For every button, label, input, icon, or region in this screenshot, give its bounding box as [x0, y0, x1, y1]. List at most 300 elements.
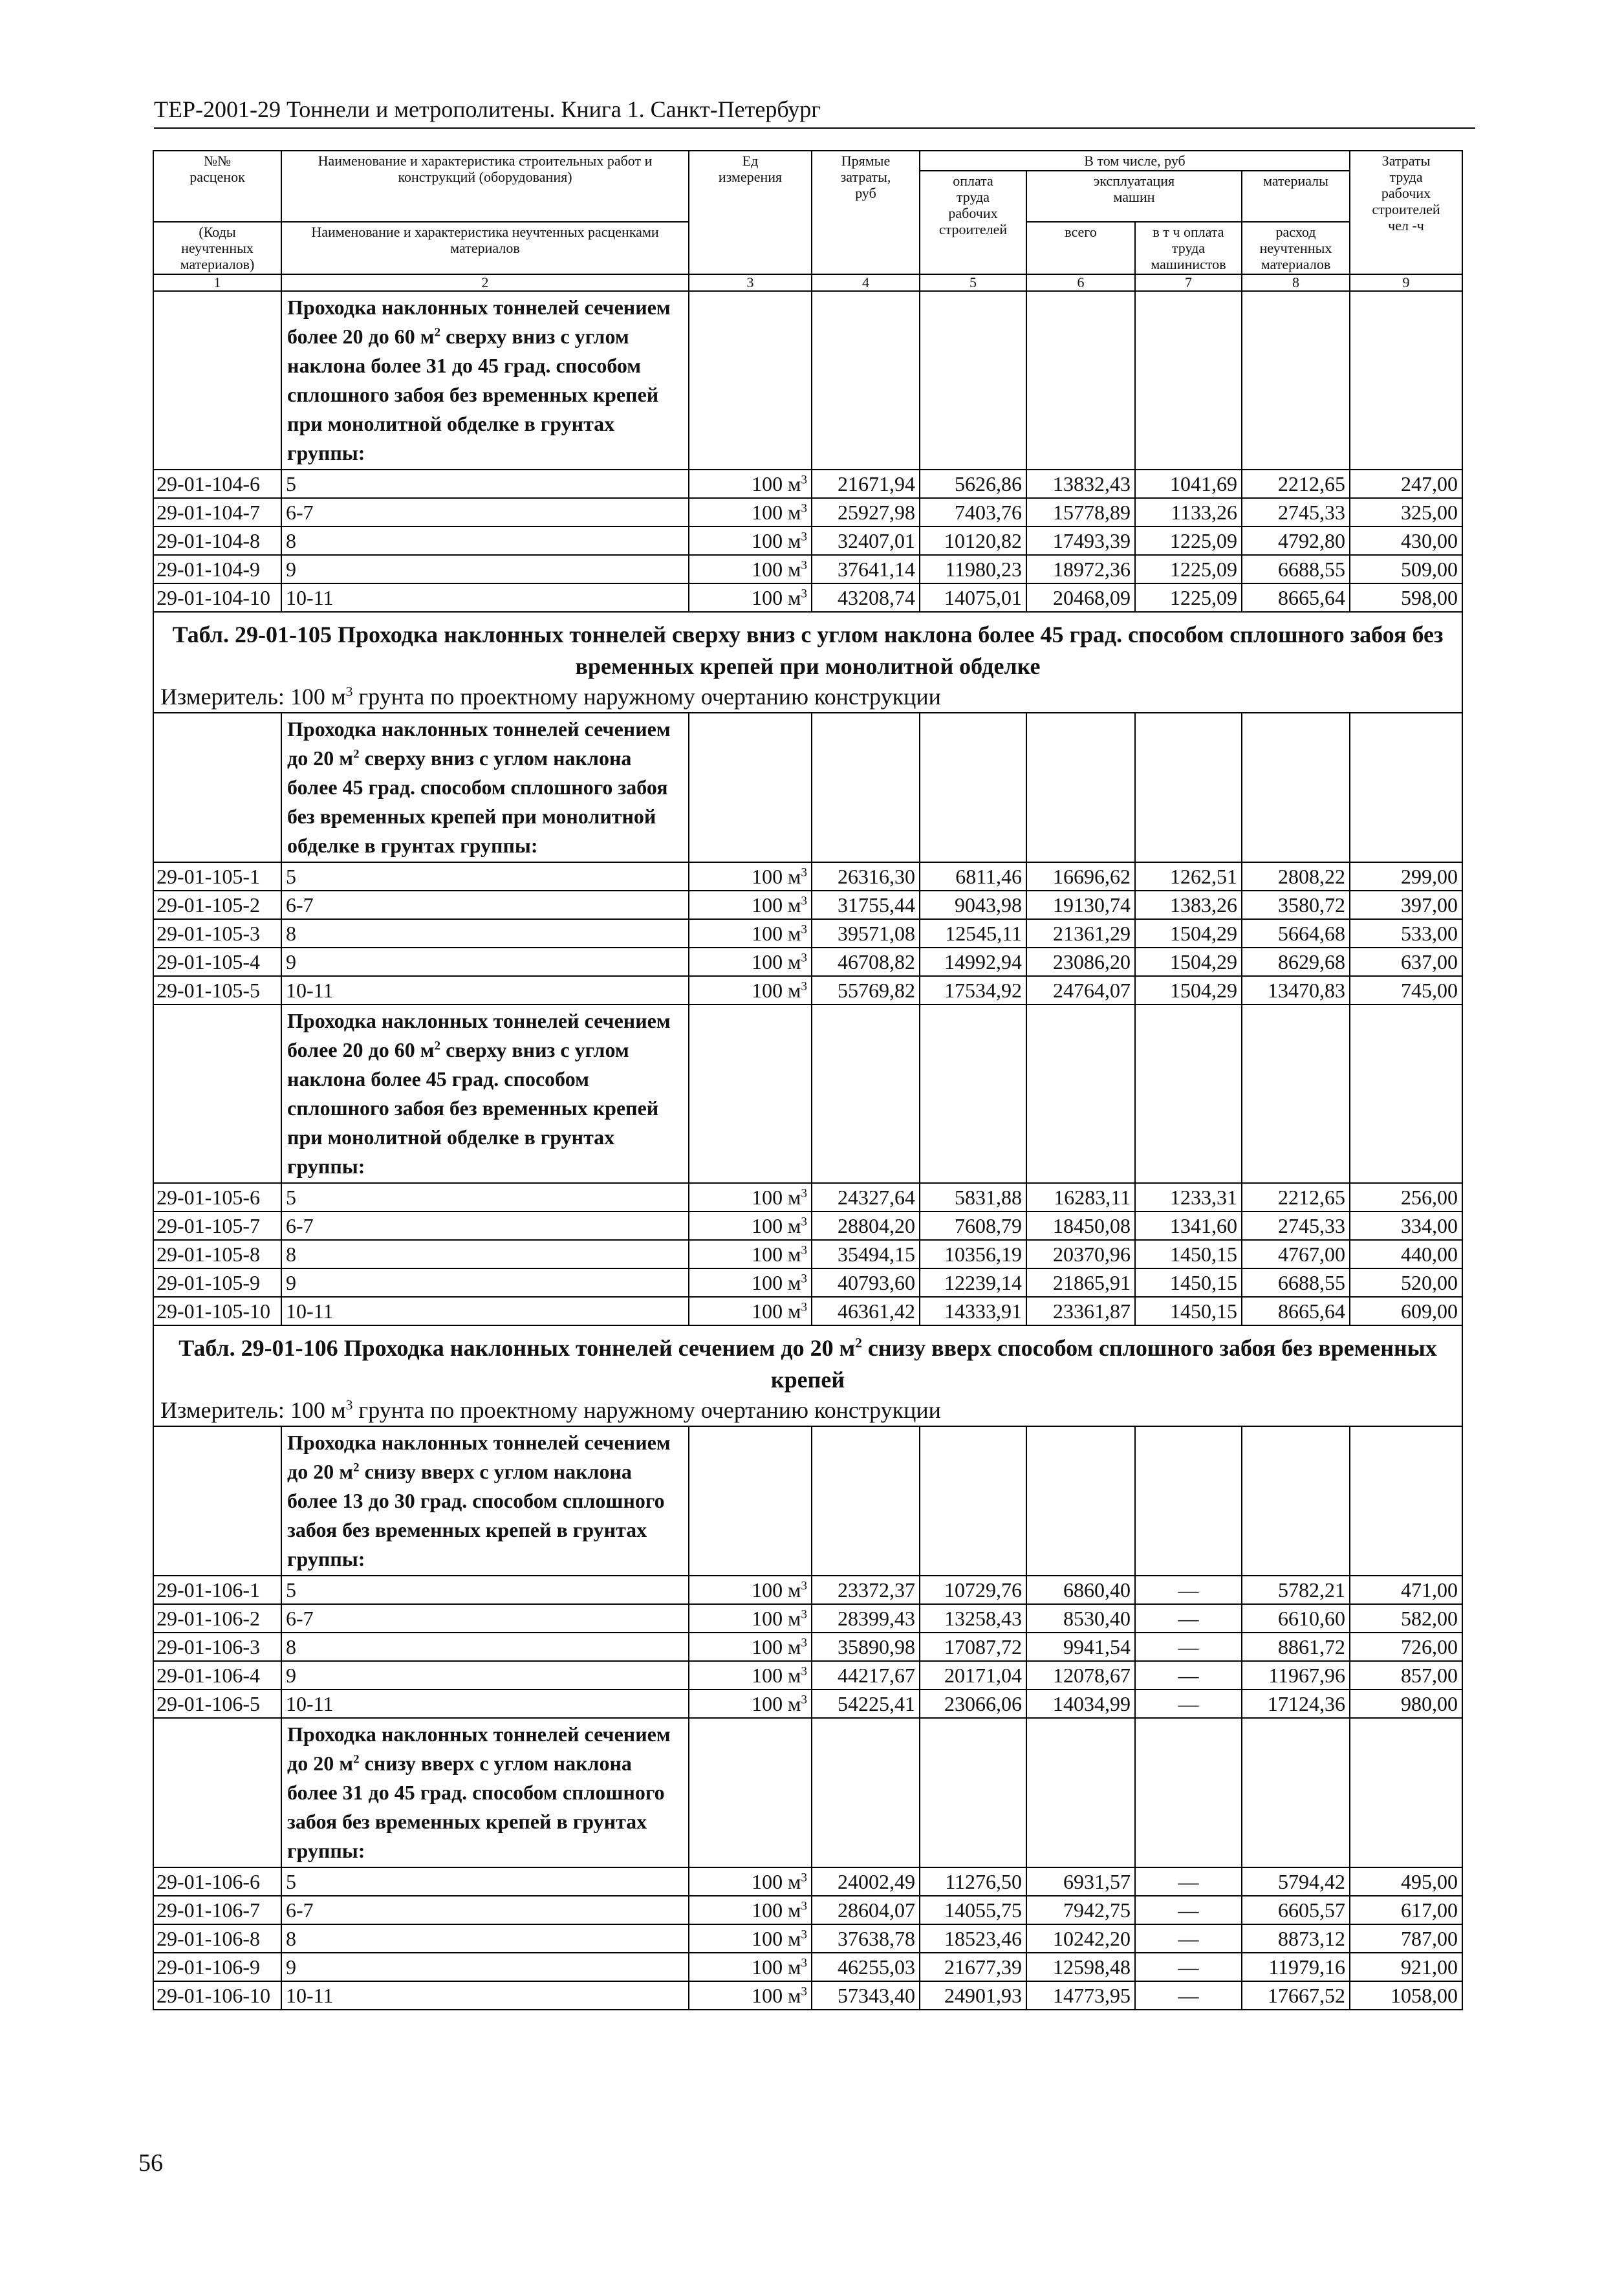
column-number: 7: [1135, 274, 1242, 291]
soil-group: 10-11: [281, 1981, 689, 2010]
value-machinists: 1450,15: [1135, 1240, 1242, 1268]
table-row: [153, 1297, 1462, 1325]
value-labor: 430,00: [1350, 527, 1462, 555]
empty-cell: [1242, 713, 1350, 862]
value-materials: 3580,72: [1242, 891, 1350, 919]
value-direct: 46361,42: [812, 1297, 920, 1325]
value-labor: 598,00: [1350, 583, 1462, 612]
value-machinists: 1233,31: [1135, 1183, 1242, 1212]
rate-code: 29-01-104-6: [153, 470, 281, 498]
soil-group: 5: [281, 1576, 689, 1604]
value-machines: 6860,40: [1026, 1576, 1135, 1604]
value-machinists: 1504,29: [1135, 948, 1242, 976]
superscript: 3: [801, 1579, 807, 1593]
superscript: 3: [801, 1899, 807, 1913]
value-machines: 12598,48: [1026, 1953, 1135, 1981]
col-materials-header: материалы: [1242, 171, 1350, 222]
value-materials: 6610,60: [1242, 1604, 1350, 1633]
value-materials: 17667,52: [1242, 1981, 1350, 2010]
value-machinists: 1504,29: [1135, 919, 1242, 948]
table-row: [153, 1896, 1462, 1924]
value-wages: 14992,94: [920, 948, 1026, 976]
empty-cell: [1242, 1718, 1350, 1867]
unit: 100 $м^3$: [689, 1183, 812, 1212]
value-machines: 19130,74: [1026, 891, 1135, 919]
empty-cell: [1135, 291, 1242, 470]
group-heading: Проходка наклонных тоннелей сечением до 20 $м^2$ снизу вверх с углом наклона более 31 до 45 град. способом сплошного забоя без временных крепей в грунтах группы:: [281, 1718, 689, 1867]
value-direct: 55769,82: [812, 976, 920, 1005]
value-wages: 23066,06: [920, 1690, 1026, 1718]
value-direct: 21671,94: [812, 470, 920, 498]
col-code-sub-header: (Коды неучтенных материалов): [153, 222, 281, 274]
soil-group: 9: [281, 555, 689, 583]
superscript: 3: [801, 1984, 807, 1999]
empty-cell: [153, 1426, 281, 1576]
col-unit-header: Ед измерения: [689, 151, 812, 274]
empty-cell: [920, 1005, 1026, 1183]
col-code-header: №№ расценок: [153, 151, 281, 222]
empty-cell: [689, 1718, 812, 1867]
rate-code: 29-01-104-7: [153, 498, 281, 527]
unit: 100 $м^3$: [689, 1604, 812, 1633]
unit: 100 $м^3$: [689, 583, 812, 612]
unit: 100 $м^3$: [689, 1896, 812, 1924]
value-direct: 24327,64: [812, 1183, 920, 1212]
unit: 100 $м^3$: [689, 1867, 812, 1896]
value-machinists: 1450,15: [1135, 1268, 1242, 1297]
empty-cell: [153, 291, 281, 470]
value-wages: 11980,23: [920, 555, 1026, 583]
empty-cell: [153, 713, 281, 862]
value-materials: 8665,64: [1242, 583, 1350, 612]
superscript: 3: [801, 473, 807, 487]
empty-cell: [1350, 291, 1462, 470]
value-machines: 10242,20: [1026, 1924, 1135, 1953]
empty-cell: [812, 713, 920, 862]
value-materials: 2212,65: [1242, 1183, 1350, 1212]
value-wages: 9043,98: [920, 891, 1026, 919]
value-machines: 23086,20: [1026, 948, 1135, 976]
value-labor: 509,00: [1350, 555, 1462, 583]
superscript: 3: [801, 1693, 807, 1707]
empty-cell: [812, 1005, 920, 1183]
empty-cell: [1026, 1005, 1135, 1183]
rate-code: 29-01-105-8: [153, 1240, 281, 1268]
empty-cell: [812, 1718, 920, 1867]
value-direct: 46255,03: [812, 1953, 920, 1981]
value-wages: 17534,92: [920, 976, 1026, 1005]
value-labor: 1058,00: [1350, 1981, 1462, 2010]
value-labor: 325,00: [1350, 498, 1462, 527]
table-row: [153, 470, 1462, 498]
table-row: [153, 1212, 1462, 1240]
value-direct: 26316,30: [812, 862, 920, 891]
value-machines: 12078,67: [1026, 1661, 1135, 1690]
superscript: 3: [801, 1928, 807, 1942]
value-machines: 16696,62: [1026, 862, 1135, 891]
unit: 100 $м^3$: [689, 498, 812, 527]
superscript: 3: [801, 587, 807, 601]
col-wages-header: оплата труда рабочих строителей: [920, 171, 1026, 274]
col-name-header: Наименование и характеристика строительных работ и конструкций (оборудования): [281, 151, 689, 222]
table-title-row: [153, 612, 1462, 682]
soil-group: 5: [281, 862, 689, 891]
unit: 100 $м^3$: [689, 948, 812, 976]
empty-cell: [689, 291, 812, 470]
col-machines-total-header: всего: [1026, 222, 1135, 274]
value-direct: 39571,08: [812, 919, 920, 948]
col-materials-sub-header: расход неучтенных материалов: [1242, 222, 1350, 274]
rate-code: 29-01-104-8: [153, 527, 281, 555]
empty-cell: [1350, 1718, 1462, 1867]
table-row: [153, 498, 1462, 527]
group-heading-row: [153, 1718, 1462, 1867]
superscript: 3: [801, 951, 807, 965]
table-row: [153, 555, 1462, 583]
soil-group: 6-7: [281, 891, 689, 919]
table-row: [153, 1924, 1462, 1953]
value-direct: 28804,20: [812, 1212, 920, 1240]
unit: 100 $м^3$: [689, 1240, 812, 1268]
value-labor: 582,00: [1350, 1604, 1462, 1633]
value-labor: 617,00: [1350, 1896, 1462, 1924]
value-machines: 18972,36: [1026, 555, 1135, 583]
value-machinists: —: [1135, 1576, 1242, 1604]
value-direct: 28604,07: [812, 1896, 920, 1924]
value-machinists: —: [1135, 1981, 1242, 2010]
soil-group: 6-7: [281, 1212, 689, 1240]
table-row: [153, 891, 1462, 919]
superscript: 3: [801, 530, 807, 544]
page-header: ТЕР-2001-29 Тоннели и метрополитены. Книга 1. Санкт-Петербург: [154, 96, 821, 122]
superscript: 3: [801, 1186, 807, 1201]
col-name-sub-header: Наименование и характеристика неучтенных расценками материалов: [281, 222, 689, 274]
value-machinists: —: [1135, 1924, 1242, 1953]
value-labor: 471,00: [1350, 1576, 1462, 1604]
value-machinists: 1383,26: [1135, 891, 1242, 919]
soil-group: 10-11: [281, 976, 689, 1005]
column-number: 4: [812, 274, 920, 291]
empty-cell: [1350, 713, 1462, 862]
value-machines: 20468,09: [1026, 583, 1135, 612]
value-machines: 20370,96: [1026, 1240, 1135, 1268]
value-direct: 57343,40: [812, 1981, 920, 2010]
value-wages: 5831,88: [920, 1183, 1026, 1212]
column-number: 8: [1242, 274, 1350, 291]
value-direct: 40793,60: [812, 1268, 920, 1297]
superscript: 3: [801, 979, 807, 994]
value-machinists: —: [1135, 1953, 1242, 1981]
table-title-row: [153, 1325, 1462, 1396]
soil-group: 8: [281, 1924, 689, 1953]
superscript: 3: [801, 1607, 807, 1622]
superscript: 3: [801, 1871, 807, 1885]
empty-cell: [1350, 1005, 1462, 1183]
value-labor: 533,00: [1350, 919, 1462, 948]
value-wages: 18523,46: [920, 1924, 1026, 1953]
soil-group: 9: [281, 1953, 689, 1981]
rate-code: 29-01-106-9: [153, 1953, 281, 1981]
value-wages: 10729,76: [920, 1576, 1026, 1604]
value-direct: 46708,82: [812, 948, 920, 976]
rate-code: 29-01-105-7: [153, 1212, 281, 1240]
value-materials: 2745,33: [1242, 1212, 1350, 1240]
unit: 100 $м^3$: [689, 1981, 812, 2010]
value-materials: 4792,80: [1242, 527, 1350, 555]
column-number: 5: [920, 274, 1026, 291]
superscript: 3: [801, 1664, 807, 1679]
empty-cell: [1026, 291, 1135, 470]
rate-code: 29-01-105-5: [153, 976, 281, 1005]
superscript: 3: [801, 922, 807, 937]
value-machines: 14034,99: [1026, 1690, 1135, 1718]
value-machines: 15778,89: [1026, 498, 1135, 527]
rate-code: 29-01-106-5: [153, 1690, 281, 1718]
value-labor: 921,00: [1350, 1953, 1462, 1981]
value-labor: 609,00: [1350, 1297, 1462, 1325]
empty-cell: [1135, 713, 1242, 862]
superscript: 3: [801, 501, 807, 516]
rate-code: 29-01-105-1: [153, 862, 281, 891]
empty-cell: [920, 1426, 1026, 1576]
value-wages: 24901,93: [920, 1981, 1026, 2010]
value-wages: 7608,79: [920, 1212, 1026, 1240]
value-machinists: —: [1135, 1867, 1242, 1896]
value-machines: 9941,54: [1026, 1633, 1135, 1661]
value-materials: 11979,16: [1242, 1953, 1350, 1981]
group-heading: Проходка наклонных тоннелей сечением более 20 до 60 $м^2$ сверху вниз с углом наклона более 45 град. способом сплошного забоя без временных крепей при монолитной обделке в грунтах группы:: [281, 1005, 689, 1183]
value-machines: 18450,08: [1026, 1212, 1135, 1240]
value-labor: 745,00: [1350, 976, 1462, 1005]
value-wages: 12239,14: [920, 1268, 1026, 1297]
empty-cell: [1242, 1005, 1350, 1183]
unit: 100 $м^3$: [689, 555, 812, 583]
value-materials: 11967,96: [1242, 1661, 1350, 1690]
rate-code: 29-01-106-10: [153, 1981, 281, 2010]
value-machines: 21865,91: [1026, 1268, 1135, 1297]
soil-group: 8: [281, 1633, 689, 1661]
value-materials: 2212,65: [1242, 470, 1350, 498]
table-title: Табл. 29-01-105 Проходка наклонных тоннелей сверху вниз с углом наклона более 45 град. способом сплошного забоя без временных крепей при монолитной обделке: [153, 612, 1462, 682]
value-labor: 440,00: [1350, 1240, 1462, 1268]
group-heading-row: [153, 1005, 1462, 1183]
value-wages: 11276,50: [920, 1867, 1026, 1896]
empty-cell: [1026, 1426, 1135, 1576]
table-row: [153, 1576, 1462, 1604]
superscript: 3: [801, 1215, 807, 1229]
empty-cell: [153, 1718, 281, 1867]
rate-code: 29-01-105-3: [153, 919, 281, 948]
value-wages: 13258,43: [920, 1604, 1026, 1633]
superscript: 2: [434, 1039, 441, 1053]
value-materials: 8629,68: [1242, 948, 1350, 976]
column-number: 3: [689, 274, 812, 291]
group-heading-row: [153, 291, 1462, 470]
rate-code: 29-01-106-8: [153, 1924, 281, 1953]
value-machinists: 1041,69: [1135, 470, 1242, 498]
table-row: [153, 1268, 1462, 1297]
table-row: [153, 862, 1462, 891]
value-labor: 397,00: [1350, 891, 1462, 919]
value-machines: 23361,87: [1026, 1297, 1135, 1325]
superscript: 2: [855, 1335, 862, 1351]
empty-cell: [920, 1718, 1026, 1867]
value-direct: 32407,01: [812, 527, 920, 555]
value-materials: 5794,42: [1242, 1867, 1350, 1896]
value-labor: 787,00: [1350, 1924, 1462, 1953]
table-row: [153, 527, 1462, 555]
unit: 100 $м^3$: [689, 976, 812, 1005]
value-materials: 5782,21: [1242, 1576, 1350, 1604]
value-machinists: 1225,09: [1135, 555, 1242, 583]
table-row: [153, 1867, 1462, 1896]
unit: 100 $м^3$: [689, 527, 812, 555]
empty-cell: [1026, 1718, 1135, 1867]
table-row: [153, 1604, 1462, 1633]
column-number: 9: [1350, 274, 1462, 291]
rate-code: 29-01-106-1: [153, 1576, 281, 1604]
column-number: 6: [1026, 274, 1135, 291]
rate-code: 29-01-106-6: [153, 1867, 281, 1896]
rate-code: 29-01-106-7: [153, 1896, 281, 1924]
value-machinists: 1341,60: [1135, 1212, 1242, 1240]
value-machinists: —: [1135, 1896, 1242, 1924]
value-machines: 21361,29: [1026, 919, 1135, 948]
empty-cell: [689, 1426, 812, 1576]
table-row: [153, 976, 1462, 1005]
empty-cell: [920, 713, 1026, 862]
soil-group: 5: [281, 470, 689, 498]
empty-cell: [1242, 291, 1350, 470]
unit: 100 $м^3$: [689, 470, 812, 498]
value-machinists: —: [1135, 1690, 1242, 1718]
table-row: [153, 1690, 1462, 1718]
value-wages: 14333,91: [920, 1297, 1026, 1325]
superscript: 3: [801, 558, 807, 572]
unit: 100 $м^3$: [689, 1924, 812, 1953]
rates-table: [153, 150, 1463, 2010]
unit: 100 $м^3$: [689, 1633, 812, 1661]
value-wages: 6811,46: [920, 862, 1026, 891]
value-wages: 20171,04: [920, 1661, 1026, 1690]
rate-code: 29-01-106-2: [153, 1604, 281, 1633]
value-direct: 37638,78: [812, 1924, 920, 1953]
value-machines: 13832,43: [1026, 470, 1135, 498]
value-machinists: 1504,29: [1135, 976, 1242, 1005]
value-labor: 857,00: [1350, 1661, 1462, 1690]
value-materials: 6605,57: [1242, 1896, 1350, 1924]
value-direct: 54225,41: [812, 1690, 920, 1718]
value-direct: 35890,98: [812, 1633, 920, 1661]
value-materials: 2808,22: [1242, 862, 1350, 891]
value-machinists: 1133,26: [1135, 498, 1242, 527]
value-wages: 12545,11: [920, 919, 1026, 948]
value-machinists: —: [1135, 1661, 1242, 1690]
table-row: [153, 1633, 1462, 1661]
value-materials: 8873,12: [1242, 1924, 1350, 1953]
value-direct: 31755,44: [812, 891, 920, 919]
unit: 100 $м^3$: [689, 1576, 812, 1604]
empty-cell: [812, 1426, 920, 1576]
superscript: 3: [801, 894, 807, 908]
value-machinists: 1262,51: [1135, 862, 1242, 891]
value-wages: 14075,01: [920, 583, 1026, 612]
superscript: 3: [801, 1300, 807, 1314]
value-wages: 14055,75: [920, 1896, 1026, 1924]
col-labor-header: Затраты труда рабочих строителей чел -ч: [1350, 151, 1462, 274]
soil-group: 9: [281, 948, 689, 976]
soil-group: 6-7: [281, 498, 689, 527]
value-direct: 25927,98: [812, 498, 920, 527]
value-machines: 24764,07: [1026, 976, 1135, 1005]
value-labor: 334,00: [1350, 1212, 1462, 1240]
table-row: [153, 1240, 1462, 1268]
header-rule: [154, 127, 1475, 129]
group-heading: Проходка наклонных тоннелей сечением до 20 $м^2$ сверху вниз с углом наклона более 45 град. способом сплошного забоя без временных крепей при монолитной обделке в грунтах группы:: [281, 713, 689, 862]
value-materials: 4767,00: [1242, 1240, 1350, 1268]
value-materials: 8665,64: [1242, 1297, 1350, 1325]
table-row: [153, 919, 1462, 948]
value-materials: 6688,55: [1242, 1268, 1350, 1297]
value-labor: 495,00: [1350, 1867, 1462, 1896]
superscript: 3: [345, 1397, 353, 1413]
table-row: [153, 1661, 1462, 1690]
rate-code: 29-01-106-4: [153, 1661, 281, 1690]
value-machines: 7942,75: [1026, 1896, 1135, 1924]
empty-cell: [153, 1005, 281, 1183]
rate-code: 29-01-104-10: [153, 583, 281, 612]
value-wages: 21677,39: [920, 1953, 1026, 1981]
superscript: 2: [352, 1752, 360, 1766]
superscript: 3: [801, 1272, 807, 1286]
value-machinists: —: [1135, 1633, 1242, 1661]
soil-group: 5: [281, 1867, 689, 1896]
value-direct: 24002,49: [812, 1867, 920, 1896]
rate-code: 29-01-104-9: [153, 555, 281, 583]
soil-group: 8: [281, 1240, 689, 1268]
table-row: [153, 1183, 1462, 1212]
value-materials: 13470,83: [1242, 976, 1350, 1005]
column-number: 2: [281, 274, 689, 291]
unit: 100 $м^3$: [689, 1297, 812, 1325]
value-materials: 17124,36: [1242, 1690, 1350, 1718]
value-direct: 35494,15: [812, 1240, 920, 1268]
col-incl-header: В том числе, руб: [920, 151, 1350, 171]
unit: 100 $м^3$: [689, 1953, 812, 1981]
unit: 100 $м^3$: [689, 919, 812, 948]
value-labor: 520,00: [1350, 1268, 1462, 1297]
superscript: 2: [434, 325, 441, 340]
value-machines: 14773,95: [1026, 1981, 1135, 2010]
rate-code: 29-01-105-6: [153, 1183, 281, 1212]
soil-group: 10-11: [281, 1297, 689, 1325]
soil-group: 6-7: [281, 1604, 689, 1633]
empty-cell: [1135, 1718, 1242, 1867]
unit: 100 $м^3$: [689, 1661, 812, 1690]
value-machines: 6931,57: [1026, 1867, 1135, 1896]
superscript: 2: [352, 1461, 360, 1475]
group-heading: Проходка наклонных тоннелей сечением более 20 до 60 $м^2$ сверху вниз с углом наклона более 31 до 45 град. способом сплошного забоя без временных крепей при монолитной обделке в грунтах группы:: [281, 291, 689, 470]
rate-code: 29-01-105-10: [153, 1297, 281, 1325]
value-direct: 28399,43: [812, 1604, 920, 1633]
value-machines: 17493,39: [1026, 527, 1135, 555]
superscript: 3: [801, 1243, 807, 1257]
table-row: [153, 948, 1462, 976]
page-number: 56: [138, 2149, 163, 2177]
value-machinists: 1450,15: [1135, 1297, 1242, 1325]
empty-cell: [1135, 1426, 1242, 1576]
table-meter-row: [153, 1396, 1462, 1426]
